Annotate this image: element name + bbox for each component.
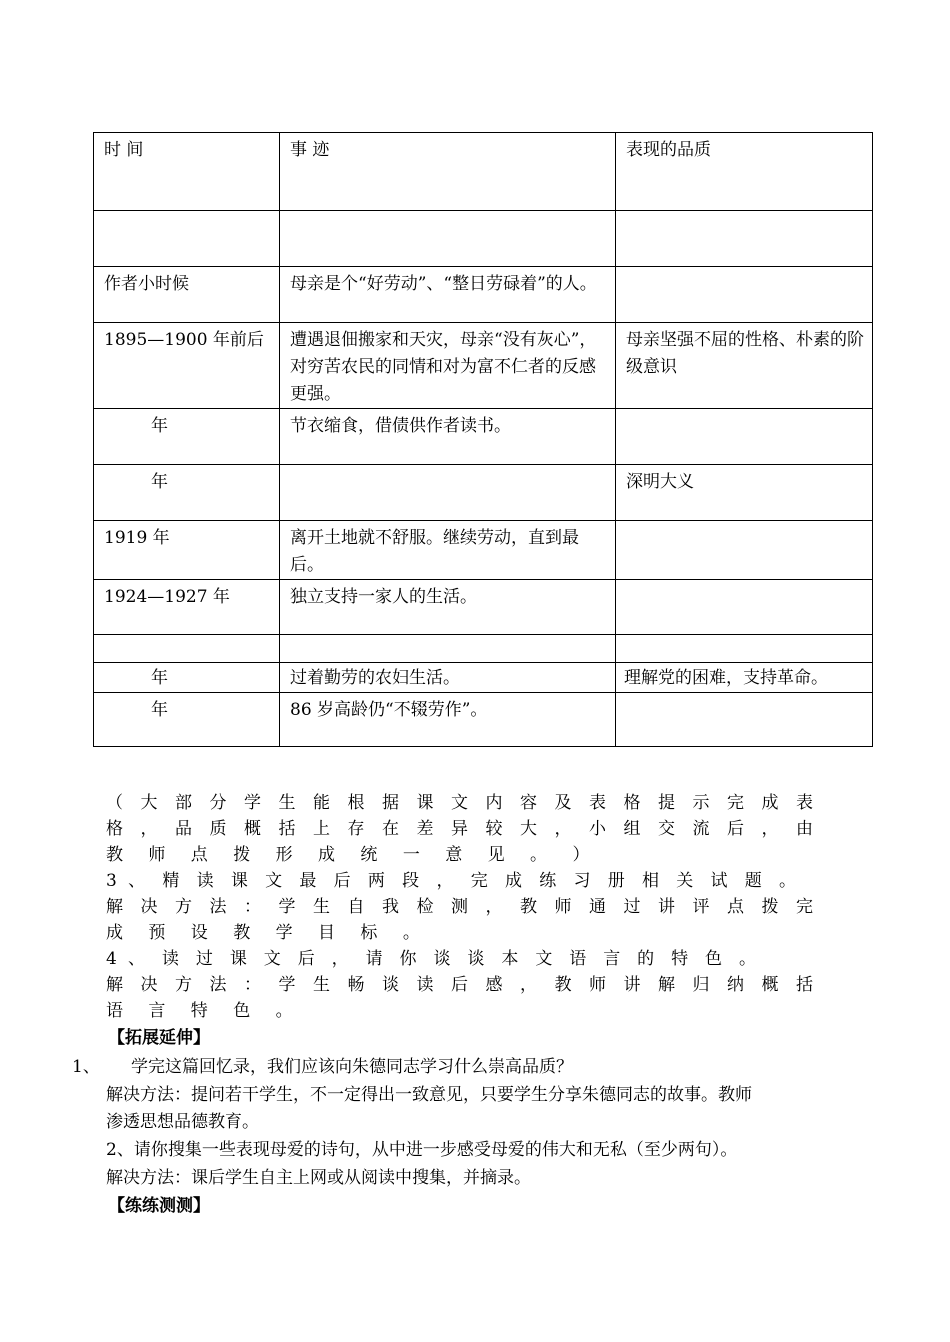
cell-time: 年 [94, 663, 280, 693]
cell-time: 年 [94, 465, 280, 521]
cell-quality: 理解党的困难，支持革命。 [616, 663, 873, 693]
note-line: 成 预 设 教 学 目 标 。 [106, 923, 430, 943]
cell-deed: 离开土地就不舒服。继续劳动，直到最后。 [280, 521, 616, 580]
cell-quality [616, 211, 873, 267]
extension-heading: 【拓展延伸】 [108, 1028, 210, 1048]
note-line: 4 、 读 过 课 文 后 ， 请 你 谈 谈 本 文 语 言 的 特 色 。 [106, 949, 756, 969]
table-row [94, 663, 873, 693]
cell-quality [616, 635, 873, 663]
table-row [94, 580, 873, 635]
cell-time: 1924—1927 年 [94, 580, 280, 635]
table-row [94, 465, 873, 521]
cell-time [94, 635, 280, 663]
table-header-row [94, 133, 873, 211]
cell-time: 年 [94, 409, 280, 465]
note-line: （ 大 部 分 学 生 能 根 据 课 文 内 容 及 表 格 提 示 完 成 表 [106, 793, 813, 813]
question-1: 学完这篇回忆录，我们应该向朱德同志学习什么崇高品质？ [131, 1057, 573, 1077]
note-line: 教 师 点 拨 形 成 统 一 意 见 。 ） [106, 845, 600, 865]
note-line: 解 决 方 法 ： 学 生 畅 谈 读 后 感 ， 教 师 讲 解 归 纳 概 括 [106, 975, 813, 995]
note-line: 语 言 特 色 。 [106, 1001, 303, 1021]
cell-time [94, 211, 280, 267]
practice-heading: 【练练测测】 [108, 1196, 210, 1216]
question-1-number: 1、 [72, 1057, 100, 1077]
cell-deed: 86 岁高龄仍“不辍劳作”。 [280, 693, 616, 747]
header-quality: 表现的品质 [616, 133, 873, 211]
cell-deed: 独立支持一家人的生活。 [280, 580, 616, 635]
question-1-method-cont: 渗透思想品德教育。 [106, 1112, 259, 1132]
cell-time: 年 [94, 693, 280, 747]
notes-block [106, 790, 813, 1024]
cell-quality: 母亲坚强不屈的性格、朴素的阶级意识 [616, 323, 873, 409]
cell-quality [616, 409, 873, 465]
cell-deed: 遭遇退佃搬家和天灾，母亲“没有灰心”，对穷苦农民的同情和对为富不仁者的反感更强。 [280, 323, 616, 409]
cell-deed [280, 211, 616, 267]
cell-time: 作者小时候 [94, 267, 280, 323]
cell-quality: 深明大义 [616, 465, 873, 521]
table-row [94, 323, 873, 409]
cell-deed: 母亲是个“好劳动”、“整日劳碌着”的人。 [280, 267, 616, 323]
table-row [94, 635, 873, 663]
header-time: 时 间 [94, 133, 280, 211]
table-row [94, 267, 873, 323]
table-row [94, 211, 873, 267]
table-row [94, 409, 873, 465]
cell-deed [280, 465, 616, 521]
record-table [93, 132, 873, 747]
cell-time: 1919 年 [94, 521, 280, 580]
cell-time: 1895—1900 年前后 [94, 323, 280, 409]
cell-quality [616, 580, 873, 635]
cell-quality [616, 521, 873, 580]
question-2: 2、请你搜集一些表现母爱的诗句，从中进一步感受母爱的伟大和无私（至少两句）。 [106, 1140, 738, 1160]
note-line: 解 决 方 法 ： 学 生 自 我 检 测 ， 教 师 通 过 讲 评 点 拨 完 [106, 897, 813, 917]
cell-quality [616, 267, 873, 323]
cell-deed [280, 635, 616, 663]
cell-deed: 节衣缩食，借债供作者读书。 [280, 409, 616, 465]
header-deed: 事 迹 [280, 133, 616, 211]
note-line: 格 ， 品 质 概 括 上 存 在 差 异 较 大 ， 小 组 交 流 后 ， 由 [106, 819, 813, 839]
table-row [94, 693, 873, 747]
question-1-method: 解决方法：提问若干学生，不一定得出一致意见，只要学生分享朱德同志的故事。教师 [106, 1085, 752, 1105]
table-row [94, 521, 873, 580]
question-2-method: 解决方法：课后学生自主上网或从阅读中搜集，并摘录。 [106, 1168, 531, 1188]
cell-quality [616, 693, 873, 747]
note-line: 3 、 精 读 课 文 最 后 两 段 ， 完 成 练 习 册 相 关 试 题 。 [106, 871, 796, 891]
cell-deed: 过着勤劳的农妇生活。 [280, 663, 616, 693]
